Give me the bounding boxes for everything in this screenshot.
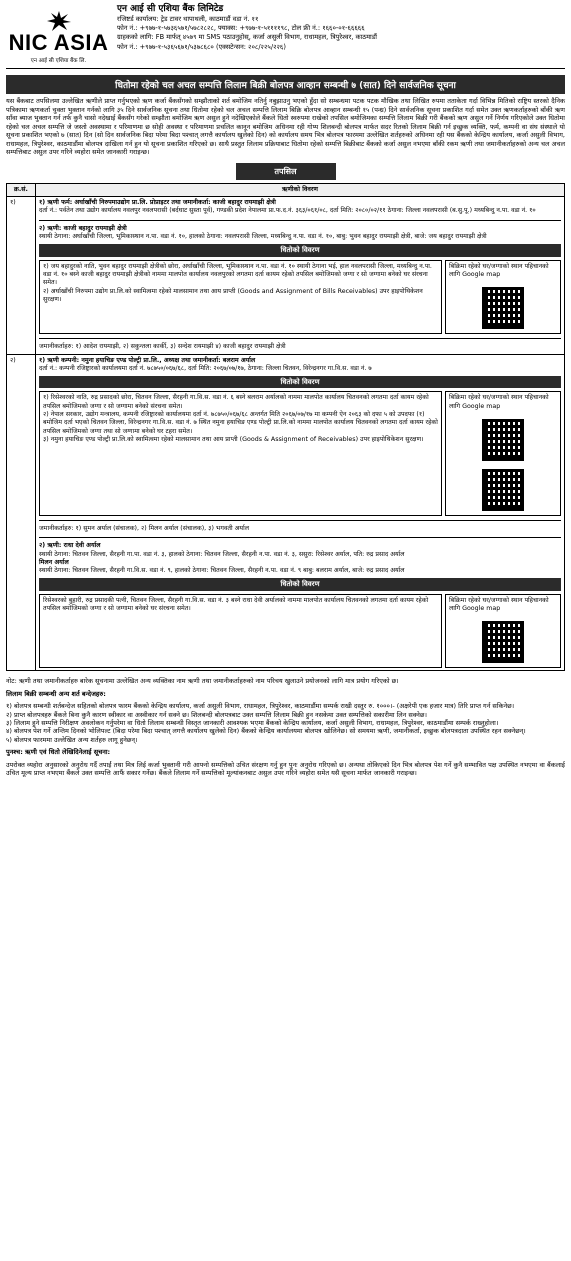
logo-tagline: एन आई सी एशिया बैंक लि. xyxy=(30,58,87,64)
bank-contact-info xyxy=(111,4,565,68)
map-caption: बिक्रिमा रहेको घर/जग्गाको स्थान पहिचानको लागि Google map xyxy=(449,394,549,410)
bank-phone: फोन नं.: +९७७-१-५७३६५७१/५७८२८२८, फ्याक्स: +९७७-१-५११११९८, टोल फ्री नं.: १६६०-०१-६६६६६ xyxy=(117,24,365,33)
condition-item: ३) लिलाम हुने सम्पत्ति निरीक्षण अवलोकन गर्नुपरेमा वा धितो लिलाम सम्बन्धी विस्तृत जानकारी आवश्यक भएमा बैंकको केन्द्रिय कार्यालय, कर्जा असुली विभाग, राधामहल, त्रिपुरेश्वर, काठमाडौंमा सम्पर्क राख्नुहोला। xyxy=(6,718,499,727)
footer-notes xyxy=(6,677,565,777)
col-sn: क्र.सं. xyxy=(7,183,36,196)
bank-logo xyxy=(6,4,111,68)
intro-paragraph: यस बैंकबाट तपसिलमा उल्लेखित ऋणीले प्राप्त गर्नुभएको ऋण कर्जा बैंकसँगको सम्झौताको शर्त बमोजिम नतिर्नु नबुझाउनु भएको हुँदा सो सम्बन्धमा पटक पटक मौखिक तथा लिखित रुपमा तताकेता गर्दा विभिन्न मितिको राष्ट्रिय स्तरको दैनिक पत्रिकामा ऋणकर्ता चुक्ता भुक्तान गर्नको लागि ३५ दिने सार्वजनिक सूचना तथा धितोमा रहेको चल अचल सम्पत्ति लिलाम बिक्रि बोलपत्र आव्हान सम्बन्धी १५ (पन्ध्र) दिने सार्वजनिक सूचना प्रकाशित गर्दा समेत उक्त ऋणकर्ताहरुको बाँकी ऋण साँवा ब्याज भुक्तान गर्न तर्फ कुनै चासो नदेखाई बैंकसँग गरेको सम्झौता बमोजिम ऋण असुल हुने नदेखिएकोले बैंकले धितो स्वरुपमा राखेको तपसिल बमोजिमका सम्पत्ति लिलाम बिक्री गरी बैंकको ऋण असुल गर्ने निर्णय गरिएकोले उक्त धितोमा रहेको चल अचल सम्पत्ति जे जस्तो अवस्थामा र परिमाणमा छ सोही अवस्था र परिमाणमा प्रचलित कानून बमोजिम अधिनमा रही गोप्य शिलबन्दी बोलपत्र मार्फत सदर रितको लिलाम बिक्री गर्न इच्छुक व्यक्ति, फर्म, कम्पनी वा संघ संस्थाले यो सूचना प्रकाशित भएको ७ (सात) दिन (सो दिन सार्वजनिक बिदा परेमा बिदा पश्चात् लगत्तै कार्यालय खुलेको दिन) को कार्यालय समय भित्र बोलपत्र फारममा उल्लेखित शर्तहरुको अधिनमा रही यस बैंकको केन्द्रिय कार्यालय, कर्जा असुली विभाग, राधामहल, त्रिपुरेश्वर, काठमाडौंमा बोलपत्र दाखिला गर्न हुन यो सूचना प्रकाशित गरिएको छ। साथै प्रस्तुत लिलाम प्रक्रियाबाट धितोमा रहेको सम्पत्ति बिक्रीबाट बैंकको कर्जा असुल नभएमा बाँकी रकम ऋणी तथा जमानीकर्ताहरुको अन्य चल अचल सम्पत्तिबाट असुल उपर गरिने व्यहोरा समेत जानकारी गराइन्छ। xyxy=(6,97,565,157)
closing-text: उपरोक्त व्यहोरा अनुसारको अनुरोध गर्दै तपाईं तथा मित्र लिई कर्जा भुक्तानी गरी आफ्नो सम्पत्तिको उचित संरक्षण गर्नु हुन पुनः अनुरोध गरिएको छ। अन्यथा तोकिएको दिन भित्र बोलपत्र पेश गर्ने कुनै सम्भावित पक्ष उपस्थित नभएमा वा बैंकलाई उचित मूल्य प्राप्त नभएमा बैंकले उक्त सम्पत्ति आफैं सकार गर्नेछ। बैंकले लिलाम गर्ने सम्पत्तिको मूल्यांकनबाट असुल उपर गरिने व्यहोरा समेत यसै सूचना मार्फत जानकारी गराइन्छ। xyxy=(6,760,565,778)
qr-code-icon[interactable] xyxy=(482,419,524,461)
collateral-block xyxy=(39,594,561,669)
guarantors-list: जमानीकर्ताहरु: १) आदेश रायमाझी, २) सकुन्तला कार्की, ३) सन्देश रायमाझी ४) काजी बहादुर रायमाझी क्षेत्री xyxy=(39,343,286,351)
logo-text: NIC ASIA xyxy=(8,30,109,55)
map-box xyxy=(445,391,561,516)
collateral-line: ३) नमुना हयाचिङ एण्ड पोल्ट्री प्रा.लि.को स्वामित्वमा रहेको मालसामान तथा आय प्राप्ती (Goods & Assignment of Receivables) उपर हाइपोथिकेशन सुरक्षण। xyxy=(43,435,424,443)
condition-item: ४) बोलपत्र पेश गर्ने अन्तिम दिनको भोलिपल्ट (बिदा परेमा बिदा पश्चात् लगत्तै कार्यालय खुलेको दिन) बैंकको केन्द्रिय कार्यालयमा बोलपत्र खोलिनेछ। सो समयमा ऋणी, जमानीकर्ता, इच्छुक बोलपत्रदाता उपस्थित रहन सक्नेछन्। xyxy=(6,727,526,736)
bank-extension: फोन नं.: +९७७-१-५३६५६७१/५३७८६८० (एक्सटेन्सन: २०८/२२५/२२६) xyxy=(117,42,286,51)
closing-title: पुनश्च: ऋणी एवं धितो लेखिदिनेलाई सूचना: xyxy=(6,748,111,757)
qr-code-icon[interactable] xyxy=(482,469,524,511)
qr-code-icon[interactable] xyxy=(482,621,524,663)
collateral-line: २) अर्घाखाँची निरुपमा उद्योग प्रा.लि.को स्वामित्वमा रहेको मालसामान तथा आय प्राप्ती (Goods and Assignment of Bills Receivables) उपर हाइपोथिकेशन सुरक्षण। xyxy=(43,287,423,303)
collateral-block xyxy=(39,391,561,516)
schedule-title: तपसिल xyxy=(236,163,336,180)
row-details xyxy=(36,354,565,671)
bank-name: एन आई सी एशिया बैंक लिमिटेड xyxy=(117,4,224,14)
map-caption: बिक्रिमा रहेको घर/जग्गाको स्थान पहिचानको लागि Google map xyxy=(449,262,549,278)
guarantors-list: जमानीकर्ताहरु: १) सुमन अर्याल (संचालक), २) मिलन अर्याल (संचालक), ३) भगवती अर्याल xyxy=(39,524,249,532)
map-box xyxy=(445,594,561,669)
guarantor-line: स्थायी ठेगाना: अर्घाखाँची जिल्ला, भूमिकास्थान न.पा. वडा नं. १०, हालको ठेगाना: नवलपरासी जिल्ला, मध्यबिन्दु न.पा. वडा नं. १०, बाबु: भुवन बहादुर रायमाझी क्षेत्री, बाजे: जय बहादुर रायमाझी क्षेत्री xyxy=(39,233,487,241)
collateral-text xyxy=(39,391,442,516)
conditions-title: लिलाम बिक्री सम्बन्धी अन्य शर्त बन्देजहरु: xyxy=(6,689,106,698)
collateral-title: धितोको विवरण xyxy=(39,244,561,256)
condition-item: ५) बोलपत्र फारममा उल्लेखित अन्य शर्तहरु लागू हुनेछन्। xyxy=(6,735,138,744)
bank-customer-contact: ग्राहकको लागि: FB मार्फत् ४५७९ मा SMS पठाउनुहोस्, कर्जा असुली विभाग, राधामहल, त्रिपुरेश्वर, काठमाडौं xyxy=(117,33,377,42)
guarantor-line: स्थायी ठेगाना: चितवन जिल्ला, सैरहनी गा.वि.स. वडा नं. ९, हालको ठेगाना: चितवन जिल्ला, सैरहनी न.पा. वडा नं. ९ बाबु: बलराम अर्याल, बाजे: रुद्र प्रसाद अर्याल xyxy=(39,567,405,575)
borrower-line: दर्ता नं.: कम्पनी रजिष्ट्रारको कार्यालयमा दर्ता नं. ७८७५०/०६७/६८, दर्ता मिति: २०६७/०७/१७, ठेगाना: जिल्ला चितवन, विरेन्द्रनगर गा.वि.स. वडा नं. ७ xyxy=(39,364,372,372)
collateral-line: १) जय बहादुरको नाति, भुवन बहादुर रायमाझी क्षेत्रीको छोरा, अर्घाखाँची जिल्ला, भूमिकास्थान न.पा. वडा नं. १० स्थायी ठेगाना भई, हाल नवलपरासी जिल्ला, मध्यबिन्दु न.पा. वडा नं. १० बस्ने काजी बहादुर रायमाझी क्षेत्रीको नाममा मालपोत कार्यालय नवलपुरको लगतमा दर्ता कायम रहेको तपसिल बमोजिमको जग्गा र सो जग्गामा बनेको घर संरचना समेत। xyxy=(43,262,432,287)
row-details xyxy=(36,197,565,354)
col-details: ऋणीको विवरण xyxy=(36,183,565,196)
qr-code-icon[interactable] xyxy=(482,287,524,329)
table-row xyxy=(7,354,565,671)
condition-item: १) बोलपत्र सम्बन्धी शर्तबन्देज सहितको बोलपत्र फारम बैंकको केन्द्रिय कार्यालय, कर्जा असुली विभाग, राधामहल, त्रिपुरेश्वर, काठमाडौंमा सम्पर्क राखी दस्तुर रु. १०००।- (अक्षरेपी एक हजार मात्र) तिरि प्राप्त गर्न सकिनेछ। xyxy=(6,702,515,711)
guarantor-line: मिलन अर्याल xyxy=(39,558,69,566)
row-sn: १) xyxy=(7,197,36,354)
guarantor-line: २) ऋणी: काजी बहादुर रायमाझी क्षेत्री xyxy=(39,224,127,232)
collateral-block xyxy=(39,260,561,335)
borrower-line: दर्ता नं.: पर्वतेन तथा उद्योग कार्यालय नवलपुर नवलपरासी (बर्दघाट सुस्ता पूर्व), गण्डकी प्रदेश नेपालमा प्रा.फ.द.नं. ३६३/०६१/०८, दर्ता मिति: २०८०/०२/११ ठेगाना: जिल्ला नवलपरासी (ब.सु.पू.) मध्यबिन्दु न.पा. वडा नं. १० xyxy=(39,207,536,215)
map-box xyxy=(445,260,561,335)
borrower-line: १) ऋणी फर्म: अर्घाखाँची निरुपमाउद्योग प्रा.लि. प्रोप्राइटर तथा जमानीकर्ता: काजी बहादुर रायमाझी क्षेत्री xyxy=(39,199,276,207)
collateral-line: २) नेपाल सरकार, उद्योग मन्त्रालय, कम्पनी रजिष्ट्रारको कार्यालयमा दर्ता नं. ७८७५०/०६७/६८ अन्तर्गत मिति २०६७/०७/१७ मा कम्पनी ऐन २०६३ को दफा ५ को उपदफा (१) बमोजिम दर्ता भएको चितवन जिल्ला, विरेन्द्रनगर गा.वि.स. वडा नं. ७ स्थित नमुना हयाचिङ एण्ड पोल्ट्री प्रा.लि.को नाममा मालपोत कार्यालय चितवनको लगतमा दर्ता कायम रहेको तपसिल बमोजिमको जग्गा तथा सो जग्गामा बनेको घर टहरा समेत। xyxy=(43,410,438,435)
note-text: नोट: ऋणी तथा जमानीकर्ताहरु बारेक सूचनामा उल्लेखित अन्य व्यक्तिका नाम ऋणी तथा जमानीकर्ताहरुको नाम परिचय खुलाउने प्रयोजनको लागि मात्र प्रयोग गरिएको छ। xyxy=(6,677,399,686)
guarantor-line: स्थायी ठेगाना: चितवन जिल्ला, सैरहनी गा.पा. वडा नं. ३, हालको ठेगाना: चितवन जिल्ला, सैरहनी न.पा. वडा नं. ३, ससुरा: रिसेश्वर अर्याल, पति: रुद्र प्रसाद अर्याल xyxy=(39,550,405,558)
star-logo-icon xyxy=(46,10,72,32)
collateral-line: १) रिसेश्वरको नाति, रुद्र प्रसादको छोरा, चितवन जिल्ला, सैरहनी गा.वि.स. वडा नं. ६ बस्ने बलराम अर्यालको नाममा मालपोत कार्यालय चितवनको लगतमा दर्ता कायम रहेको तपसिल बमोजिमको जग्गा र सो जग्गामा बनेको संरचना समेत। xyxy=(43,394,429,410)
guarantor-line: २) ऋणी: राधा देवी अर्याल xyxy=(39,542,101,550)
collateral-title: धितोको विवरण xyxy=(39,376,561,388)
row-sn: २) xyxy=(7,354,36,671)
borrower-line: १) ऋणी कम्पनी: नमुना हयाचिङ एण्ड पोल्ट्री प्रा.लि., अध्यक्ष तथा जमानीकर्ता: बलराम अर्याल xyxy=(39,356,256,364)
collateral-text xyxy=(39,260,442,335)
table-header xyxy=(7,183,565,196)
collateral-text: रिसेश्वरको बुहारी, रुद्र प्रसादकी पत्नी, चितवन जिल्ला, सैरहनी गा.वि.स. वडा नं. ३ बस्ने राधा देवी अर्यालको नाममा मालपोत कार्यालय चितवनको लगतमा दर्ता कायम रहेको तपसिल बमोजिमको जग्गा र सो जग्गामा बनेको घर संरचना समेत। xyxy=(39,594,442,669)
bank-address: रजिष्टर्ड कार्यालय: ट्रेड टावर थापाथली, काठमाडौं वडा नं. ११ xyxy=(117,15,259,23)
notice-title: धितोमा रहेको चल अचल सम्पत्ति लिलाम बिक्री बोलपत्र आव्हान सम्बन्धी ७ (सात) दिने सार्वजनिक सूचना xyxy=(6,75,565,94)
map-caption: बिक्रिमा रहेको घर/जग्गाको स्थान पहिचानको लागि Google map xyxy=(449,596,549,613)
borrower-table xyxy=(6,183,565,672)
table-row xyxy=(7,197,565,354)
bank-header xyxy=(6,4,565,69)
condition-item: २) प्राप्त बोलपत्रहरु बैंकले बिना कुनै कारण स्वीकार वा अस्वीकार गर्न सक्ने छ। शिलबन्दी बोलपत्रबाट उक्त सम्पत्ति लिलाम बिक्री हुन नसकेमा उक्त सम्पत्तिको सकारीमा लिन सक्नेछ। xyxy=(6,710,427,719)
collateral-title: धितोको विवरण xyxy=(39,578,561,590)
